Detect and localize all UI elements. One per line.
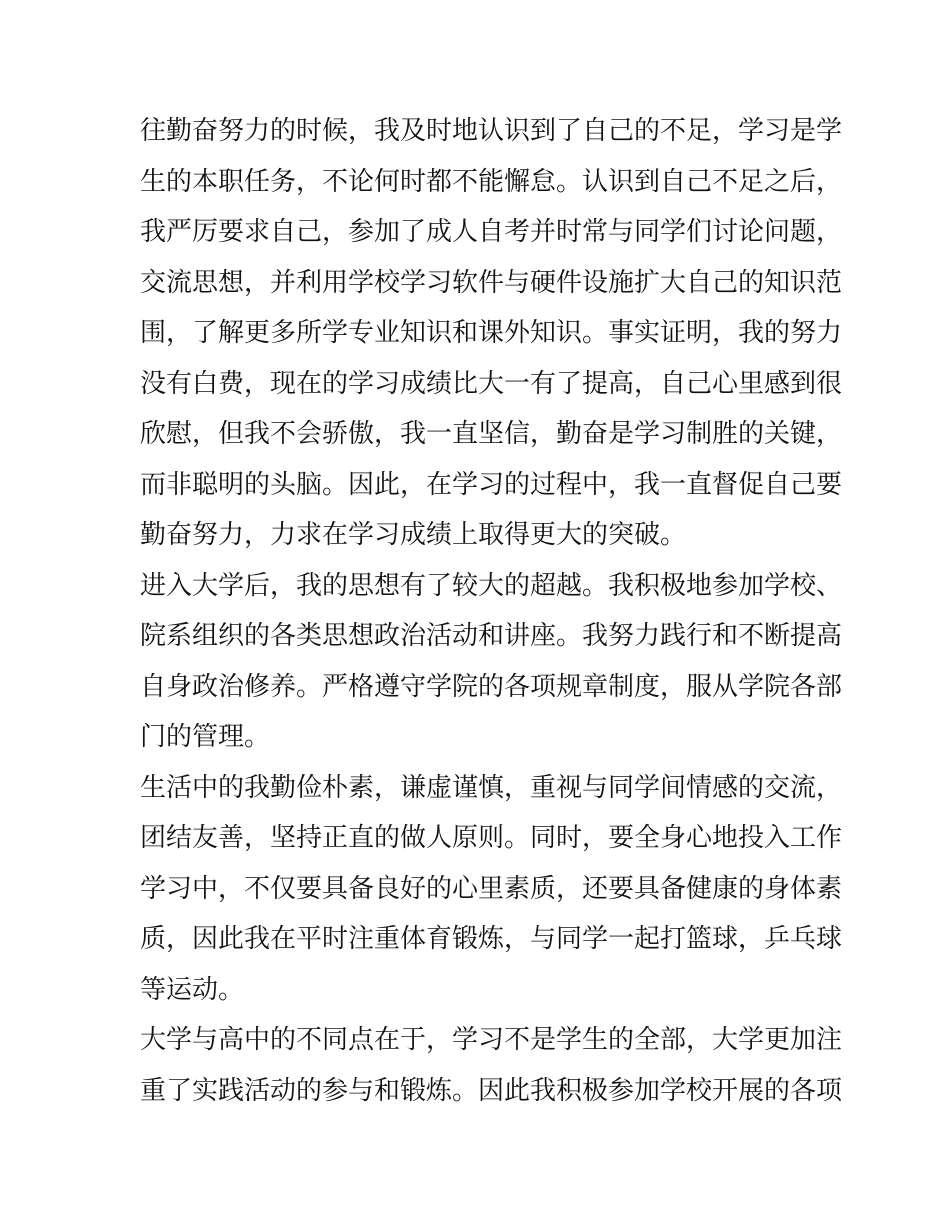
text-line: 我严厉要求自己，参加了成人自考并时常与同学们讨论问题， [140,217,843,247]
text-line: 大学与高中的不同点在于，学习不是学生的全部，大学更加注 [140,1025,843,1055]
document-body [140,106,843,1116]
text-line: 往勤奋努力的时候，我及时地认识到了自己的不足，学习是学 [140,116,843,146]
text-line: 团结友善，坚持正直的做人原则。同时，要全身心地投入工作 [140,823,843,853]
text-line: 门的管理。 [140,722,271,752]
text-line: 进入大学后，我的思想有了较大的超越。我积极地参加学校、 [140,570,843,601]
text-line: 生活中的我勤俭朴素，谦虚谨慎，重视与同学间情感的交流， [140,772,843,803]
text-line: 学习中，不仅要具备良好的心里素质，还要具备健康的身体素 [140,873,843,904]
text-line: 围，了解更多所学专业知识和课外知识。事实证明，我的努力 [140,318,843,348]
text-line: 院系组织的各类思想政治活动和讲座。我努力践行和不断提高 [140,621,843,651]
text-line: 交流思想，并利用学校学习软件与硬件设施扩大自己的知识范 [140,267,843,298]
text-line: 等运动。 [140,974,245,1005]
text-line: 生的本职任务，不论何时都不能懈怠。认识到自己不足之后， [140,166,843,197]
text-line: 重了实践活动的参与和锻炼。因此我积极参加学校开展的各项 [140,1075,843,1106]
text-line: 自身政治修养。严格遵守学院的各项规章制度，服从学院各部 [140,671,843,702]
text-line: 而非聪明的头脑。因此，在学习的过程中，我一直督促自己要 [140,469,843,500]
text-line: 没有白费，现在的学习成绩比大一有了提高，自己心里感到很 [140,368,843,399]
text-line: 欣慰，但我不会骄傲，我一直坚信，勤奋是学习制胜的关键， [140,419,843,449]
text-line: 勤奋努力，力求在学习成绩上取得更大的突破。 [140,520,687,550]
text-line: 质，因此我在平时注重体育锻炼，与同学一起打篮球，乒乓球 [140,924,843,954]
